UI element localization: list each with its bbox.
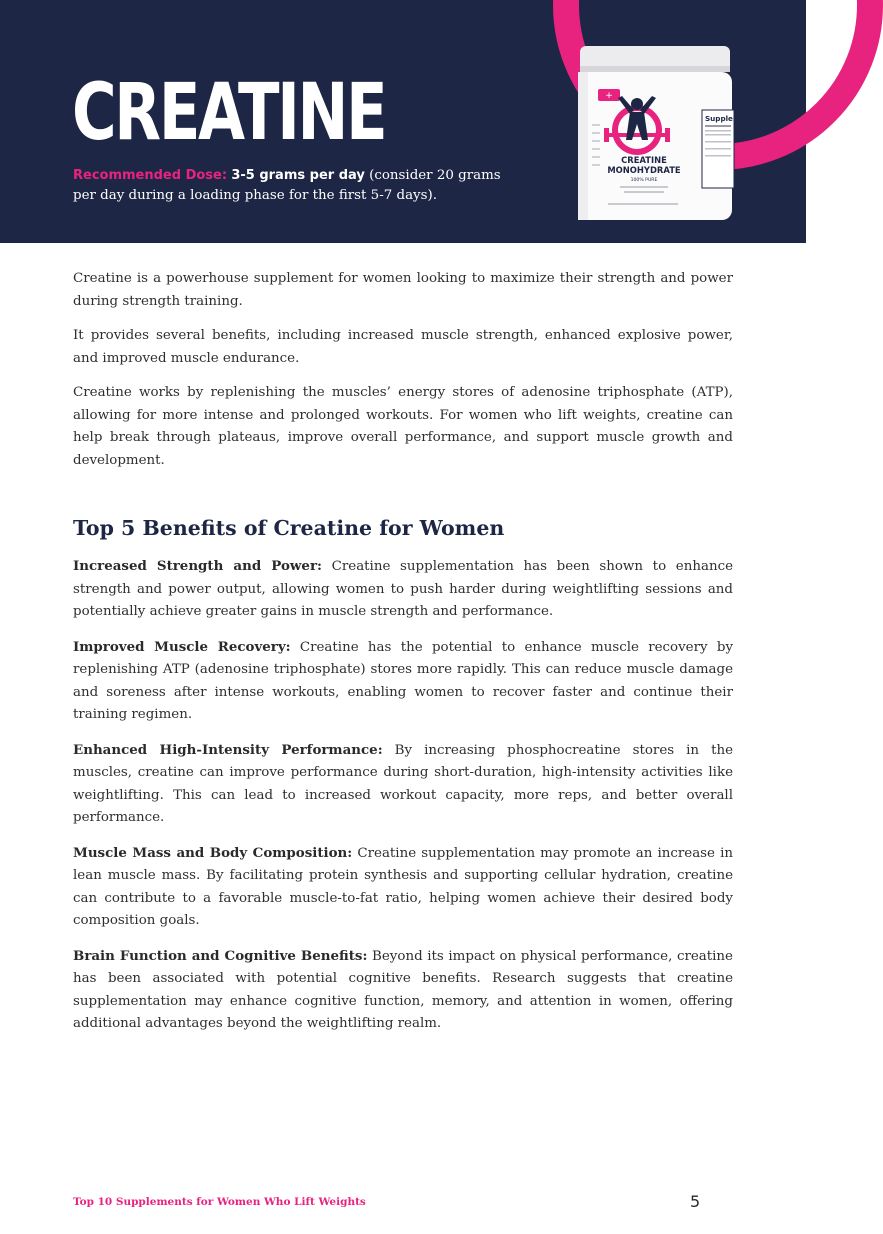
benefit-item: [73, 739, 733, 830]
main-content: [73, 268, 733, 1048]
creatine-jar-image: [572, 44, 754, 224]
benefit-title: Brain Function and Cognitive Benefits:: [73, 947, 368, 964]
benefit-item: [73, 636, 733, 727]
benefit-text: By increasing phosphocreatine stores in the muscles, creatine can improve performance during short-duration, high-intensity activities like weightlifting. This can lead to increased workout capacity, more reps, and better overall performance.: [73, 742, 734, 825]
benefit-text: Creatine has the potential to enhance muscle recovery by replenishing ATP (adenosine triphosphate) stores more rapidly. This can reduce muscle damage and soreness after intense workouts, enabling women to recover faster and continue their training regimen.: [73, 639, 734, 722]
benefit-title: Enhanced High-Intensity Performance:: [73, 741, 383, 758]
dose-note: (consider 20 grams per day during a loading phase for the first 5-7 days).: [73, 168, 501, 203]
intro-paragraph: It provides several benefits, including increased muscle strength, enhanced explosive power, and improved muscle endurance.: [73, 328, 733, 366]
benefit-text: Beyond its impact on physical performance, creatine has been associated with potential cognitive benefits. Research suggests that creatine supplementation may enhance cognitive function, memory, and attention in women, offering additional advantages beyond the weightlifting realm.: [73, 948, 733, 1031]
benefit-text: Creatine supplementation may promote an increase in lean muscle mass. By facilitating protein synthesis and supporting cellular hydration, creatine can contribute to a favorable muscle-to-fat ratio, helping women achieve their desired body composition goals.: [73, 845, 733, 928]
header-banner: [0, 0, 806, 243]
benefit-text: Creatine supplementation has been shown to enhance strength and power output, allowing women to push harder during weightlifting sessions and potentially achieve greater gains in muscle strength and performance.: [73, 559, 733, 619]
dose-label: Recommended Dose:: [73, 168, 228, 183]
intro-paragraph: Creatine works by replenishing the muscles’ energy stores of adenosine triphosphate (ATP), allowing for more intense and prolonged workouts. For women who lift weights, creatine can help break through plateaus, improve overall performance, and support muscle growth and development.: [73, 385, 733, 468]
supplement-panel-title: Supplement: [705, 114, 754, 123]
page-title: CREATINE: [72, 68, 386, 158]
benefit-title: Improved Muscle Recovery:: [73, 638, 291, 655]
dose-amount: 3-5 grams per day: [231, 168, 365, 183]
jar-purity: 100% PURE: [630, 178, 658, 183]
svg-text:+: +: [605, 91, 613, 101]
recommended-dose: [73, 166, 503, 205]
benefit-item: [73, 555, 733, 624]
benefit-item: [73, 945, 733, 1036]
intro-paragraph: Creatine is a powerhouse supplement for women looking to maximize their strength and power during strength training.: [73, 271, 733, 309]
benefit-title: Increased Strength and Power:: [73, 558, 322, 574]
page-number: 5: [690, 1192, 701, 1211]
benefit-item: [73, 842, 733, 933]
jar-name-line2: MONOHYDRATE: [607, 165, 681, 175]
benefit-title: Muscle Mass and Body Composition:: [73, 844, 353, 861]
benefits-heading: Top 5 Benefits of Creatine for Women: [73, 516, 505, 540]
jar-name-line1: CREATINE: [621, 155, 667, 165]
footer-book-title: Top 10 Supplements for Women Who Lift Weights: [73, 1196, 366, 1208]
